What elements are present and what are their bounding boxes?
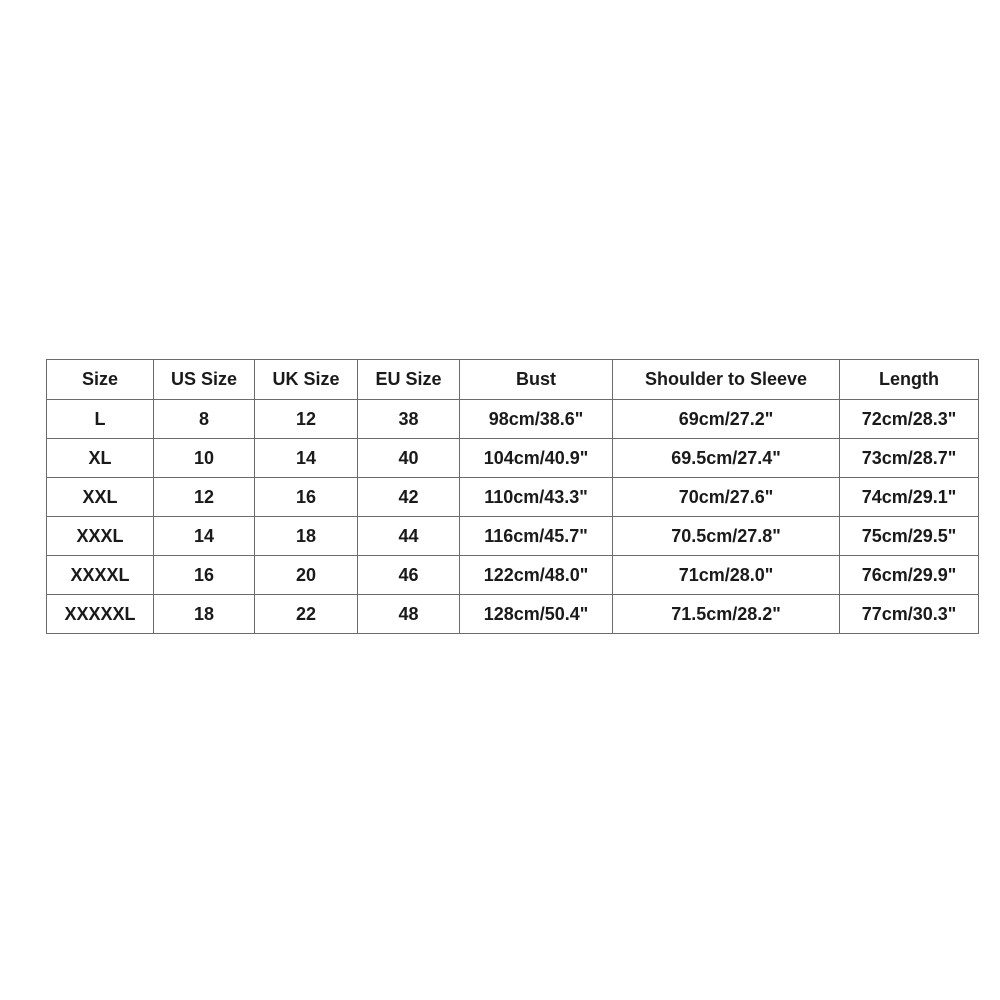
cell-size: XL <box>47 439 154 478</box>
table-row <box>47 439 979 478</box>
cell-size: XXL <box>47 478 154 517</box>
cell-bust: 104cm/40.9" <box>460 439 613 478</box>
cell-length: 72cm/28.3" <box>840 400 979 439</box>
cell-shoulder-to-sleeve: 70.5cm/27.8" <box>613 517 840 556</box>
cell-eu-size: 44 <box>358 517 460 556</box>
cell-length: 75cm/29.5" <box>840 517 979 556</box>
cell-us-size: 10 <box>154 439 255 478</box>
cell-length: 77cm/30.3" <box>840 595 979 634</box>
cell-us-size: 18 <box>154 595 255 634</box>
cell-length: 74cm/29.1" <box>840 478 979 517</box>
table-row <box>47 595 979 634</box>
cell-size: L <box>47 400 154 439</box>
cell-eu-size: 46 <box>358 556 460 595</box>
cell-length: 73cm/28.7" <box>840 439 979 478</box>
cell-us-size: 12 <box>154 478 255 517</box>
cell-length: 76cm/29.9" <box>840 556 979 595</box>
table-row <box>47 400 979 439</box>
header-shoulder-to-sleeve: Shoulder to Sleeve <box>613 360 840 400</box>
cell-uk-size: 12 <box>255 400 358 439</box>
table-row <box>47 556 979 595</box>
cell-size: XXXL <box>47 517 154 556</box>
table-row <box>47 478 979 517</box>
cell-shoulder-to-sleeve: 71cm/28.0" <box>613 556 840 595</box>
cell-bust: 116cm/45.7" <box>460 517 613 556</box>
table-header-row <box>47 360 979 400</box>
size-chart-table <box>46 359 979 634</box>
cell-bust: 128cm/50.4" <box>460 595 613 634</box>
header-uk-size: UK Size <box>255 360 358 400</box>
cell-shoulder-to-sleeve: 71.5cm/28.2" <box>613 595 840 634</box>
cell-uk-size: 16 <box>255 478 358 517</box>
cell-uk-size: 22 <box>255 595 358 634</box>
cell-uk-size: 20 <box>255 556 358 595</box>
cell-size: XXXXXL <box>47 595 154 634</box>
header-size: Size <box>47 360 154 400</box>
cell-shoulder-to-sleeve: 69.5cm/27.4" <box>613 439 840 478</box>
cell-eu-size: 42 <box>358 478 460 517</box>
cell-eu-size: 40 <box>358 439 460 478</box>
cell-size: XXXXL <box>47 556 154 595</box>
cell-bust: 122cm/48.0" <box>460 556 613 595</box>
cell-eu-size: 38 <box>358 400 460 439</box>
header-eu-size: EU Size <box>358 360 460 400</box>
cell-shoulder-to-sleeve: 70cm/27.6" <box>613 478 840 517</box>
header-length: Length <box>840 360 979 400</box>
cell-bust: 110cm/43.3" <box>460 478 613 517</box>
header-us-size: US Size <box>154 360 255 400</box>
cell-eu-size: 48 <box>358 595 460 634</box>
cell-us-size: 16 <box>154 556 255 595</box>
cell-uk-size: 18 <box>255 517 358 556</box>
cell-shoulder-to-sleeve: 69cm/27.2" <box>613 400 840 439</box>
cell-us-size: 14 <box>154 517 255 556</box>
cell-bust: 98cm/38.6" <box>460 400 613 439</box>
cell-us-size: 8 <box>154 400 255 439</box>
cell-uk-size: 14 <box>255 439 358 478</box>
table-row <box>47 517 979 556</box>
header-bust: Bust <box>460 360 613 400</box>
